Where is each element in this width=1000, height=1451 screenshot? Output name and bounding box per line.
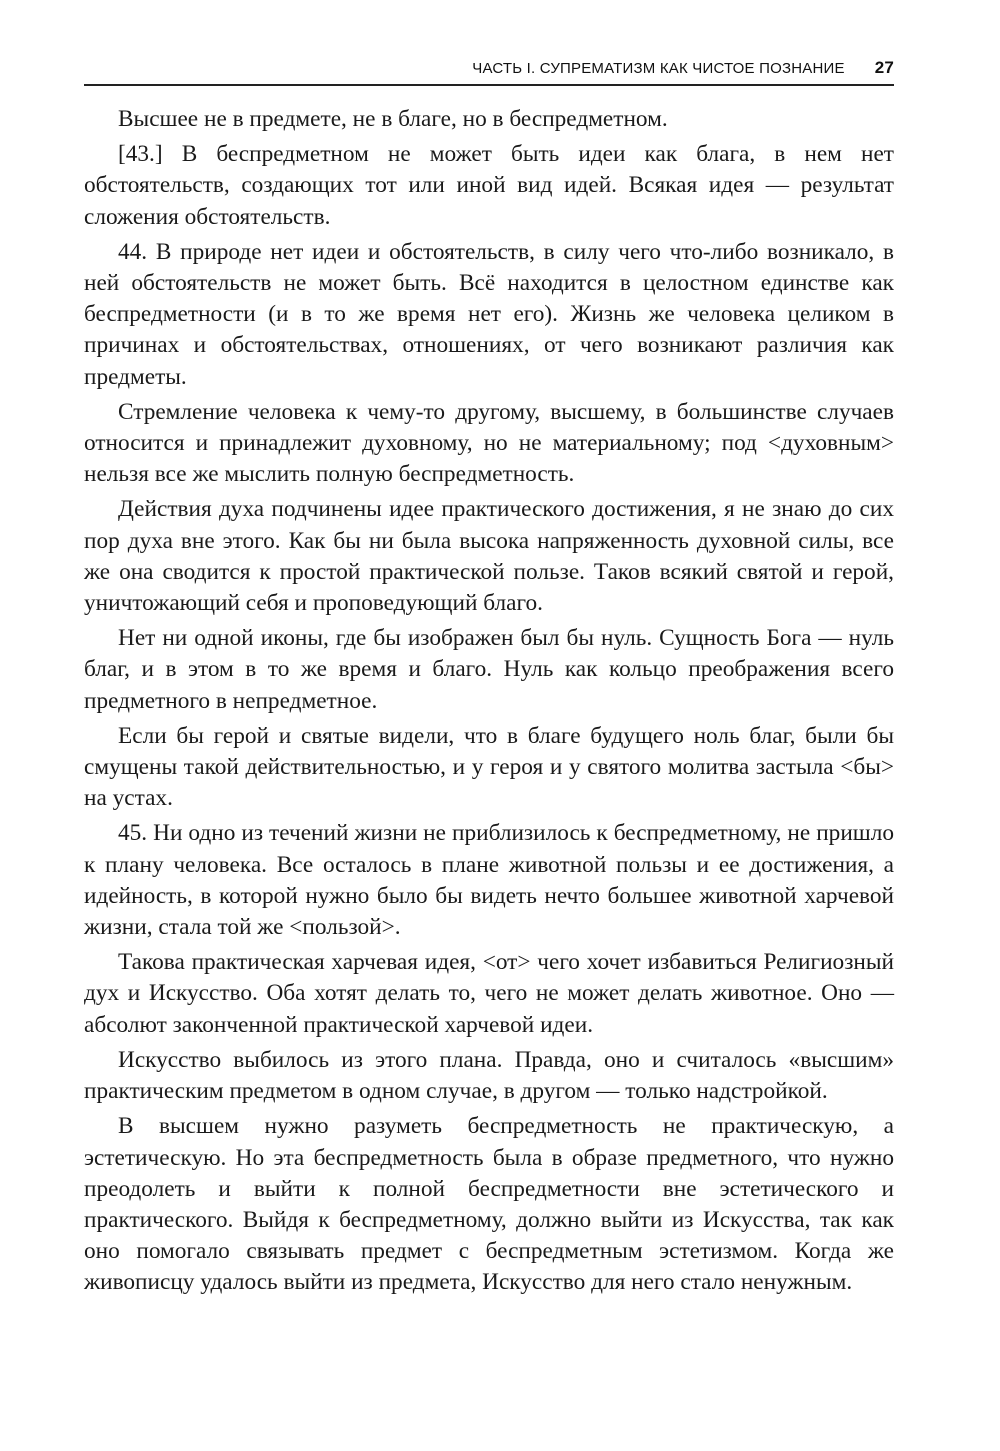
paragraph-8: 45. Ни одно из течений жизни не приблизилось к беспредметному, не пришло к плану человека. Все осталось в плане животной пользы и ее достижения, а идейность, в которой нужно было бы видеть нечто большее животной харчевой жизни, стала той же <пользой>. bbox=[84, 820, 894, 941]
paragraph-7: Если бы герой и святые видели, что в благе будущего ноль благ, были бы смущены такой действительностью, и у героя и у святого молитва застыла <бы> на устах. bbox=[84, 722, 894, 812]
paragraph-10: Искусство выбилось из этого плана. Правда, оно и считалось «высшим» практическим предметом в одном случае, в другом — только надстройкой. bbox=[84, 1046, 894, 1105]
body-text bbox=[84, 104, 894, 1299]
paragraph-11: В высшем нужно разуметь беспредметность не практическую, а эстетическую. Но эта беспредметность была в образе предметного, что нужно преодолеть и выйти к полной беспредметности вне эстетического и практического. Выйдя к беспредметному, должно выйти из Искусства, так как оно помогало связывать предмет с беспредметным эстетизмом. Когда же живописцу удалось выйти из предмета, Искусство для него стало ненужным. bbox=[84, 1113, 894, 1296]
running-title: ЧАСТЬ I. СУПРЕМАТИЗМ КАК ЧИСТОЕ ПОЗНАНИЕ bbox=[472, 60, 845, 77]
paragraph-4: Стремление человека к чему-то другому, высшему, в большинстве случаев относится и принадлежит духовному, но не материальному; под <духовным> нельзя все же мыслить полную беспредметность. bbox=[84, 398, 894, 488]
paragraph-2: [43.] В беспредметном не может быть идеи как блага, в нем нет обстоятельств, создающих тот или иной вид идей. Всякая идея — результат сложения обстоятельств. bbox=[84, 141, 894, 230]
paragraph-5: Действия духа подчинены идее практического достижения, я не знаю до сих пор духа вне этого. Как бы ни была высока напряженность духовной силы, все же она сводится к простой практической пользе. Таков всякий святой и герой, уничтожающий себя и проповедующий благо. bbox=[84, 496, 894, 617]
book-page bbox=[84, 58, 894, 1303]
paragraph-6: Нет ни одной иконы, где бы изображен был бы нуль. Сущность Бога — нуль благ, и в этом в то же время и благо. Нуль как кольцо преображения всего предметного в непредметное. bbox=[84, 625, 894, 714]
paragraph-3: 44. В природе нет идеи и обстоятельств, в силу чего что-либо возникало, в ней обстоятельств не может быть. Всё находится в целостном единстве как беспредметности (и в то же время нет его). Жизнь же человека целиком в причинах и обстоятельствах, отношениях, от чего возникают различия как предметы. bbox=[84, 238, 894, 390]
paragraph-9: Такова практическая харчевая идея, <от> чего хочет избавиться Религиозный дух и Искусство. Оба хотят делать то, чего не может делать животное. Оно — абсолют законченной практической харчевой идеи. bbox=[84, 949, 894, 1038]
paragraph-1: Высшее не в предмете, не в благе, но в беспредметном. bbox=[118, 106, 668, 132]
page-number: 27 bbox=[874, 58, 894, 77]
running-head bbox=[84, 58, 894, 86]
